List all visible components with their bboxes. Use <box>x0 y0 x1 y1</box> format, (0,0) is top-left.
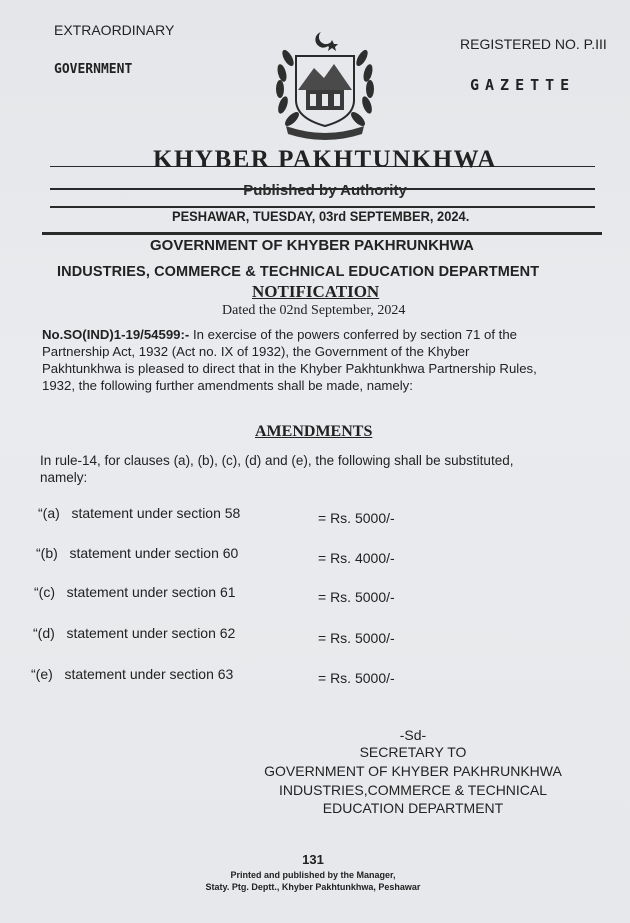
clause-amount: = Rs. 5000/- <box>318 670 395 686</box>
signature-sd: -Sd- <box>399 727 427 743</box>
signature-department-2: EDUCATION DEPARTMENT <box>322 800 504 816</box>
department-heading: INDUSTRIES, COMMERCE & TECHNICAL EDUCATION DEPARTMENT <box>57 264 540 280</box>
gazette-date-line: PESHAWAR, TUESDAY, 03rd SEPTEMBER, 2024. <box>172 208 470 224</box>
notification-title: NOTIFICATION <box>252 282 380 301</box>
paragraph-line: In exercise of the powers conferred by section 71 of the <box>192 327 517 342</box>
extraordinary-label: EXTRAORDINARY <box>54 22 175 38</box>
amendment-row <box>36 545 238 561</box>
clause-amount: = Rs. 5000/- <box>318 630 395 646</box>
clause-text: statement under section 62 <box>66 625 236 641</box>
page-number: 131 <box>302 852 324 867</box>
notification-number: No.SO(IND)1-19/54599:- <box>42 327 190 342</box>
amendment-row <box>33 625 235 641</box>
clause-text: statement under section 63 <box>64 666 234 682</box>
paragraph-line: 1932, the following further amendments shall be made, namely: <box>42 378 413 393</box>
notification-dated: Dated the 02nd September, 2024 <box>222 303 406 318</box>
clause-amount: = Rs. 5000/- <box>318 510 395 526</box>
government-label: GOVERNMENT <box>54 62 133 77</box>
printer-line-2: Staty. Ptg. Deptt., Khyber Pakhtunkhwa, Peshawar <box>205 882 421 892</box>
banner-rule-3 <box>42 232 602 235</box>
clause-amount: = Rs. 5000/- <box>318 589 395 605</box>
clause-text: statement under section 61 <box>66 584 236 600</box>
province-title: KHYBER PAKHTUNKHWA <box>153 146 497 173</box>
clause-label: “(a) <box>38 505 60 521</box>
published-by-authority: Published by Authority <box>243 182 407 199</box>
paragraph-line: Partnership Act, 1932 (Act no. IX of 1932), the Government of the Khyber <box>42 344 470 359</box>
amendment-row <box>38 505 240 521</box>
paragraph-line: Pakhtunkhwa is pleased to direct that in the Khyber Pakhtunkhwa Partnership Rules, <box>42 361 537 376</box>
clause-label: “(d) <box>33 625 55 641</box>
amendment-row <box>34 584 236 600</box>
signature-government: GOVERNMENT OF KHYBER PAKHRUNKHWA <box>264 763 562 779</box>
registered-number: REGISTERED NO. P.III <box>460 36 607 52</box>
rule-text <box>40 452 513 486</box>
clause-label: “(c) <box>34 584 55 600</box>
printer-line-1: Printed and published by the Manager, <box>230 870 396 880</box>
clause-amount: = Rs. 4000/- <box>318 550 395 566</box>
government-heading: GOVERNMENT OF KHYBER PAKHRUNKHWA <box>150 237 474 254</box>
amendment-row <box>31 666 233 682</box>
notification-paragraph <box>42 326 537 394</box>
amendments-title: AMENDMENTS <box>255 423 373 440</box>
rule-line: namely: <box>40 470 88 485</box>
signature-title: SECRETARY TO <box>359 744 467 760</box>
clause-text: statement under section 60 <box>69 545 239 561</box>
rule-line: In rule-14, for clauses (a), (b), (c), (d) and (e), the following shall be substituted, <box>40 453 514 468</box>
gazette-label: GAZETTE <box>470 76 576 94</box>
clause-text: statement under section 58 <box>71 505 241 521</box>
provincial-emblem-icon <box>266 28 384 140</box>
clause-label: “(b) <box>36 545 58 561</box>
clause-label: “(e) <box>31 666 53 682</box>
signature-department: INDUSTRIES,COMMERCE & TECHNICAL <box>278 782 548 798</box>
